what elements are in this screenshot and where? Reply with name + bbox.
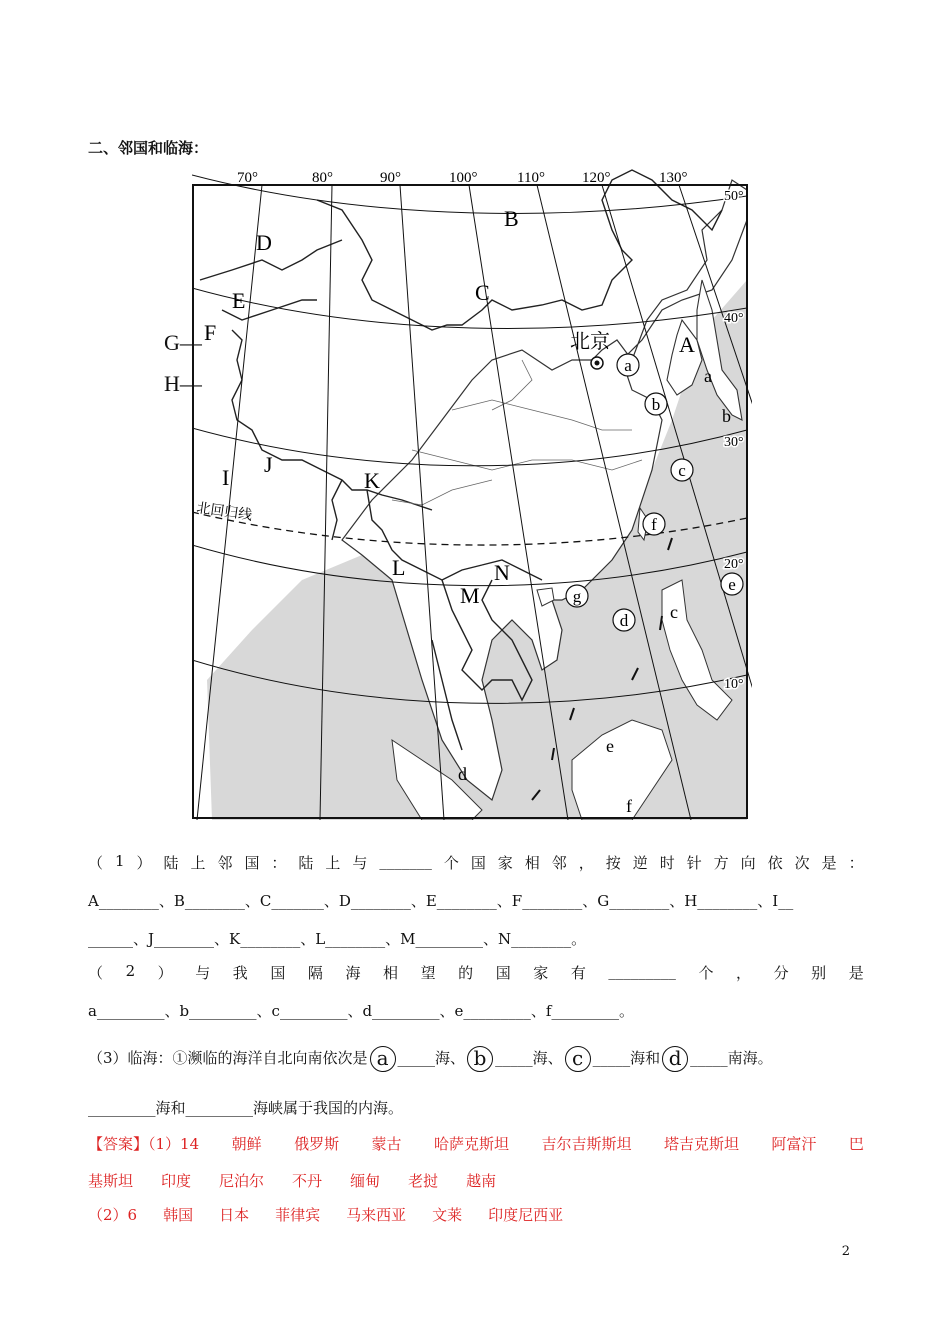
ans2-item-3: 不丹 (292, 1172, 323, 1190)
q3-blank-3: _____海和 (592, 1049, 661, 1067)
lon-label-6: 130° (659, 170, 688, 186)
ans2-item-2: 尼泊尔 (219, 1172, 265, 1190)
lat-label-2: 30° (724, 435, 744, 450)
island-label-b: b (722, 406, 731, 426)
ans1-item-6: 塔吉克斯坦 (663, 1135, 739, 1153)
lon-label-4: 110° (517, 170, 545, 186)
ans1-item-5: 吉尔吉斯斯坦 (541, 1135, 632, 1153)
q1-row2: A________、B________、C_______、D________、E________、F________、G________、H________、I__ (88, 892, 794, 910)
q2-char-8: 相 (383, 964, 399, 982)
q1-char-27: ： (848, 854, 864, 872)
q1-row3: ______、J________、K________、L________、M_________、N________。 (88, 930, 587, 948)
q2-char-0: （ (88, 964, 104, 982)
circle-a: a (370, 1046, 396, 1072)
ans3-item-4: 马来西亚 (346, 1206, 407, 1224)
ans1-item-1: 朝鲜 (231, 1135, 262, 1153)
ans2-item-5: 老挝 (408, 1172, 439, 1190)
q2-char-14: _________ (608, 962, 676, 980)
circle-b: b (467, 1046, 493, 1072)
q2-char-4: 我 (232, 964, 248, 982)
q1-char-17: ， (578, 854, 594, 872)
ans3-item-3: 菲律宾 (275, 1206, 321, 1224)
q2-char-1: 2 (125, 962, 136, 980)
q1-char-19: 逆 (632, 854, 648, 872)
island-label-d: d (458, 764, 467, 784)
q1-char-11: _______ (379, 852, 432, 870)
q3-blank-4: _____南海。 (690, 1049, 773, 1067)
country-label-N: N (494, 560, 510, 585)
q2-char-19: 是 (848, 964, 864, 982)
q1-char-24: 依 (767, 854, 783, 872)
sea-circle-label-g: g (572, 587, 582, 606)
island-label-a: a (704, 366, 712, 386)
country-label-G: G— (164, 330, 202, 355)
q3-row2: _________海和_________海峡属于我国的内海。 (88, 1099, 404, 1117)
answer-line3 (88, 1204, 589, 1225)
lon-label-5: 120° (582, 170, 611, 186)
capital-dot (595, 361, 600, 366)
q3-prefix: （3）临海：①濒临的海洋自北向南依次是 (88, 1049, 368, 1067)
q2-char-15: 个 (698, 964, 714, 982)
q2-char-12: 家 (533, 964, 549, 982)
q3-row1 (88, 1046, 773, 1072)
country-label-K: K (364, 468, 380, 493)
ans3-item-5: 文莱 (432, 1206, 463, 1224)
circle-c: c (565, 1046, 591, 1072)
q1-char-16: 邻 (551, 854, 567, 872)
q2-char-3: 与 (195, 964, 211, 982)
q2-char-6: 隔 (307, 964, 323, 982)
capital-label: 北京 (570, 329, 610, 353)
q1-char-4: 上 (190, 854, 206, 872)
country-label-I: I (222, 465, 230, 490)
country-label-E: E (232, 288, 246, 313)
q1-char-20: 时 (659, 854, 675, 872)
q1-char-1: 1 (114, 852, 125, 870)
q1-char-8: 陆 (298, 854, 314, 872)
q2-char-10: 的 (458, 964, 474, 982)
island-label-c: c (670, 602, 678, 622)
ans1-item-2: 俄罗斯 (294, 1135, 340, 1153)
q2-char-18: 别 (811, 964, 827, 982)
q1-char-12: 个 (443, 854, 459, 872)
asia-map (192, 160, 752, 820)
ans2-item-4: 缅甸 (350, 1172, 381, 1190)
country-label-A: A (679, 332, 695, 357)
q1-char-18: 按 (605, 854, 621, 872)
q2-char-16: ， (736, 964, 752, 982)
q1-char-5: 邻 (217, 854, 233, 872)
country-label-B: B (504, 206, 519, 231)
q1-char-22: 方 (713, 854, 729, 872)
lat-label-1: 40° (724, 311, 744, 326)
sea-circle-label-e: e (728, 575, 736, 594)
q3-blank-1: _____海、 (397, 1049, 466, 1067)
ans3-item-0: （2）6 (88, 1206, 138, 1224)
q2-char-11: 国 (495, 964, 511, 982)
q1-char-26: 是 (821, 854, 837, 872)
island-label-f: f (626, 796, 632, 816)
q1-char-9: 上 (325, 854, 341, 872)
ans2-item-0: 基斯坦 (88, 1172, 134, 1190)
island-label-e: e (606, 736, 614, 756)
ans3-item-1: 韩国 (163, 1206, 194, 1224)
sea-circle-label-c: c (678, 461, 686, 480)
ans1-item-0: 【答案】（1）14 (88, 1135, 200, 1153)
country-label-F: F (204, 320, 217, 345)
q1-char-6: 国 (244, 854, 260, 872)
lon-label-2: 90° (380, 170, 401, 186)
q2-char-7: 海 (345, 964, 361, 982)
country-label-D: D (256, 230, 272, 255)
q1-char-0: （ (88, 854, 104, 872)
lon-label-1: 80° (312, 170, 333, 186)
sea-circle-label-a: a (624, 356, 632, 375)
ans1-item-3: 蒙古 (371, 1135, 402, 1153)
q2-char-9: 望 (420, 964, 436, 982)
ans3-item-2: 日本 (219, 1206, 250, 1224)
q2-row1 (88, 962, 864, 983)
country-label-L: L (392, 555, 406, 580)
tropic-label: 北回归线 (195, 500, 254, 524)
q2-char-2: ） (157, 964, 173, 982)
page-number: 2 (841, 1244, 850, 1259)
lon-label-3: 100° (449, 170, 478, 186)
lat-label-4: 10° (724, 677, 744, 692)
q2-char-17: 分 (773, 964, 789, 982)
ans1-item-8: 巴 (848, 1135, 864, 1153)
answer-line2 (88, 1170, 524, 1191)
country-label-J: J (264, 452, 273, 477)
lat-label-0: 50° (724, 189, 744, 204)
q1-char-15: 相 (524, 854, 540, 872)
ans1-item-7: 阿富汗 (771, 1135, 817, 1153)
q2-row2: a_________、b_________、c_________、d_________、e_________、f_________。 (88, 1002, 634, 1020)
country-label-C: C (475, 280, 490, 305)
q1-row1 (88, 852, 864, 873)
q1-char-3: 陆 (163, 854, 179, 872)
lon-label-0: 70° (237, 170, 258, 186)
sea-circle-label-d: d (619, 611, 629, 630)
country-label-H: H— (164, 371, 202, 396)
ans3-item-6: 印度尼西亚 (488, 1206, 564, 1224)
section-title: 二、邻国和临海： (88, 139, 209, 157)
q1-char-7: ： (271, 854, 287, 872)
q1-char-2: ） (136, 854, 152, 872)
q1-char-14: 家 (497, 854, 513, 872)
ans2-item-1: 印度 (161, 1172, 192, 1190)
q1-char-21: 针 (686, 854, 702, 872)
lat-label-3: 20° (724, 557, 744, 572)
q1-char-10: 与 (352, 854, 368, 872)
ans1-item-4: 哈萨克斯坦 (434, 1135, 510, 1153)
answer-line1 (88, 1133, 864, 1154)
q1-char-13: 国 (470, 854, 486, 872)
map-svg (192, 160, 752, 820)
circle-d: d (662, 1046, 688, 1072)
q3-blank-2: _____海、 (495, 1049, 563, 1067)
ans2-item-6: 越南 (466, 1172, 497, 1190)
sea-circle-label-b: b (651, 395, 661, 414)
q2-char-13: 有 (570, 964, 586, 982)
country-label-M: M (460, 583, 480, 608)
sea-circle-label-f: f (651, 515, 657, 534)
q2-char-5: 国 (270, 964, 286, 982)
q1-char-23: 向 (740, 854, 756, 872)
q1-char-25: 次 (794, 854, 810, 872)
